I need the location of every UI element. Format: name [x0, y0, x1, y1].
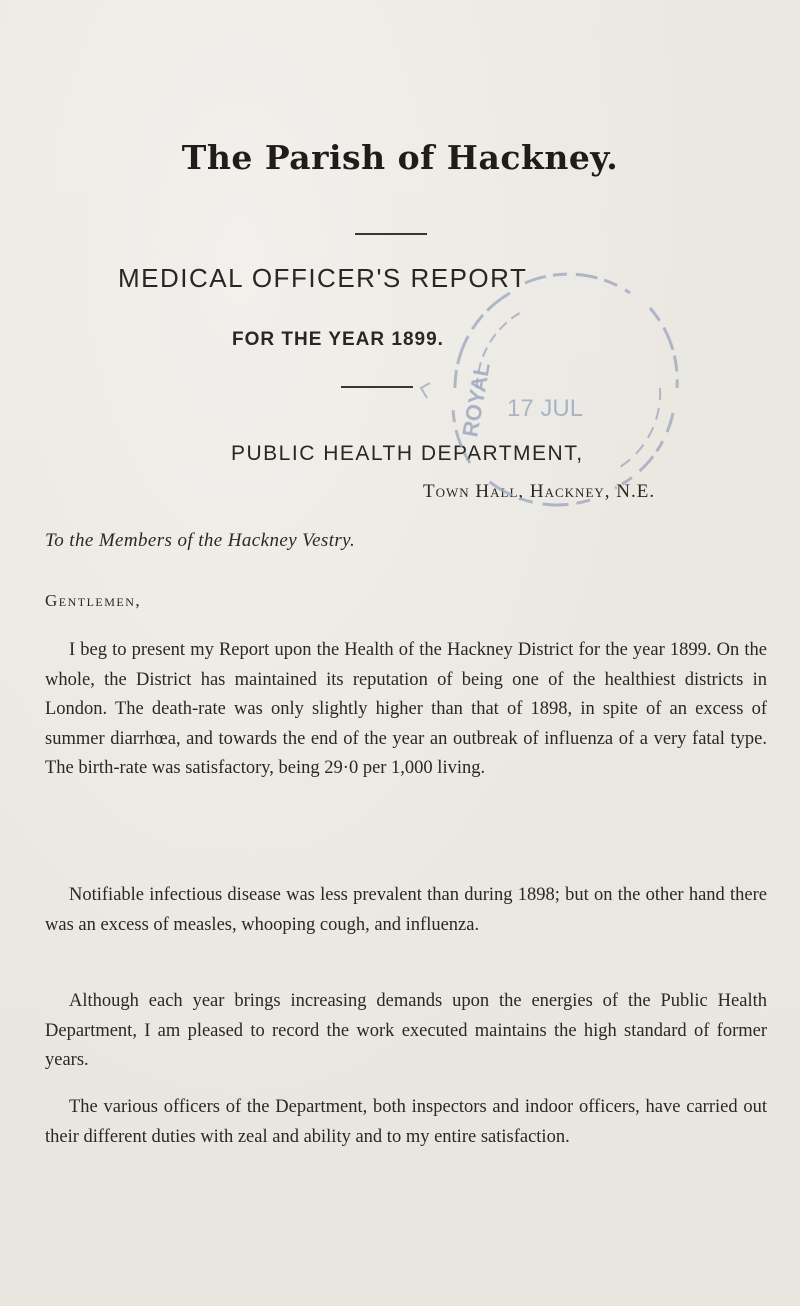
letter-salutation: Gentlemen, [45, 591, 142, 610]
letter-paragraph: Notifiable infectious disease was less prevalent than during 1898; but on the other hand there was an excess of measles, whooping cough, and influenza. [45, 885, 767, 935]
letter-paragraph: The various officers of the Department, both inspectors and indoor officers, have carried out their different duties with zeal and ability and to my entire satisfaction. [45, 1097, 767, 1147]
address-line [423, 481, 655, 503]
letter-paragraph: I beg to present my Report upon the Health of the Hackney District for the year 1899. On the whole, the District has maintained its reputation of being one of the healthiest districts in London. The death-rate was only slightly higher than that of 1898, in spite of an excess of summer diarrhœa, and towards the end of the year an outbreak of influenza of a very fatal type. The birth-rate was satisfactory, being 29·0 per 1,000 living. [45, 640, 767, 778]
letter-paragraph: Although each year brings increasing demands upon the energies of the Public Health Department, I am pleased to record the work executed maintains the high standard of former years. [45, 991, 767, 1070]
stamp-date: 17 JUL [507, 395, 584, 422]
letter-addressee: To the Members of the Hackney Vestry. [45, 530, 356, 551]
title-divider [355, 233, 427, 235]
address-postcode: N.E. [616, 481, 656, 502]
department-heading: PUBLIC HEALTH DEPARTMENT, [231, 442, 584, 465]
report-title: MEDICAL OFFICER'S REPORT [118, 263, 528, 293]
parish-title: The Parish of Hackney. [181, 138, 619, 177]
address-text: Town Hall, Hackney, [423, 481, 611, 502]
report-year: FOR THE YEAR 1899. [232, 329, 444, 350]
heading-divider [341, 386, 413, 388]
stamp-text: ROYAL [457, 360, 495, 439]
